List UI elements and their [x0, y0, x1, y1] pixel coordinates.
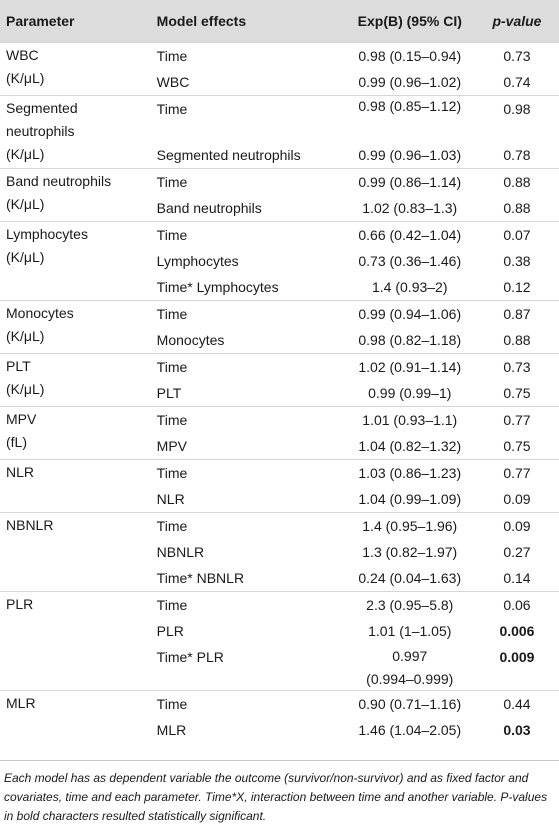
table-row	[0, 691, 559, 718]
model-effect-cell: Time	[155, 407, 345, 434]
exp-b-cell: 0.99 (0.96–1.03)	[358, 147, 462, 163]
header-parameter: Parameter	[6, 13, 75, 29]
table-row	[0, 169, 559, 196]
model-effect-cell: NLR	[156, 491, 185, 507]
p-value-cell: 0.74	[503, 74, 531, 90]
model-effect-cell: Time* Lymphocytes	[156, 279, 279, 295]
parameter-cell	[0, 513, 155, 592]
table-header-row	[0, 0, 559, 43]
p-value-cell: 0.38	[503, 253, 531, 269]
exp-b-cell: 0.99 (0.94–1.06)	[345, 301, 475, 328]
exp-b-value: 0.997	[392, 648, 428, 664]
model-effect-cell: Time	[155, 354, 345, 381]
model-effect-cell: Band neutrophils	[156, 200, 262, 216]
model-effect-cell: NBNLR	[156, 544, 205, 560]
parameter-label-line: MLR	[6, 695, 36, 711]
exp-b-cell: 0.99 (0.99–1)	[368, 385, 452, 401]
parameter-label-line: PLR	[6, 596, 34, 612]
parameter-cell	[0, 169, 155, 222]
exp-b-cell: 1.01 (1–1.05)	[368, 623, 452, 639]
p-value-cell: 0.09	[503, 491, 531, 507]
parameter-label-line: Segmented	[6, 100, 78, 116]
p-value-cell: 0.88	[503, 332, 531, 348]
exp-b-cell: 0.98 (0.85–1.12)	[345, 96, 475, 143]
exp-b-cell: 1.3 (0.82–1.97)	[362, 544, 458, 560]
p-value-cell: 0.27	[503, 544, 531, 560]
exp-b-cell: 0.73 (0.36–1.46)	[358, 253, 462, 269]
model-effect-cell: Time* PLR	[156, 649, 224, 665]
exp-b-cell: 1.01 (0.93–1.1)	[345, 407, 475, 434]
p-value-cell: 0.73	[475, 354, 559, 381]
parameter-label-line: (K/μL)	[6, 70, 45, 86]
parameter-cell	[0, 43, 155, 96]
parameter-cell	[0, 222, 155, 301]
table-row	[0, 222, 559, 249]
model-effect-cell: PLR	[156, 623, 184, 639]
model-effect-cell: Monocytes	[156, 332, 225, 348]
model-effect-cell: Time	[155, 691, 345, 718]
exp-b-cell: 1.04 (0.99–1.09)	[358, 491, 462, 507]
parameter-label-line: (fL)	[6, 434, 27, 450]
exp-b-cell: 1.02 (0.83–1.3)	[362, 200, 458, 216]
p-value-cell: 0.88	[475, 169, 559, 196]
table-body	[0, 43, 559, 744]
p-value-cell: 0.75	[503, 438, 531, 454]
exp-b-cell: 1.4 (0.95–1.96)	[345, 513, 475, 540]
model-effect-cell: Time	[155, 96, 345, 143]
parameter-label-line: Band neutrophils	[6, 173, 112, 189]
p-value-cell: 0.98	[475, 96, 559, 143]
parameter-label-line: Lymphocytes	[6, 226, 88, 242]
parameter-label-line: Monocytes	[6, 305, 74, 321]
p-value-cell: 0.87	[475, 301, 559, 328]
exp-b-cell: 0.99 (0.86–1.14)	[345, 169, 475, 196]
table-row	[0, 354, 559, 381]
model-effect-cell: Time	[155, 222, 345, 249]
p-value-cell: 0.07	[475, 222, 559, 249]
table-bottom-rule	[0, 760, 559, 761]
model-effect-cell: PLT	[156, 385, 182, 401]
parameter-cell	[0, 592, 155, 691]
model-effect-cell: WBC	[156, 74, 190, 90]
exp-b-cell: 1.04 (0.82–1.32)	[358, 438, 462, 454]
exp-b-cell: 0.66 (0.42–1.04)	[345, 222, 475, 249]
exp-b-cell: 0.24 (0.04–1.63)	[358, 570, 462, 586]
p-value-cell: 0.06	[475, 592, 559, 619]
parameter-label-line: NLR	[6, 464, 35, 480]
parameter-label-line: (K/μL)	[6, 381, 45, 397]
parameter-label-line: neutrophils	[6, 123, 75, 139]
parameter-cell	[0, 301, 155, 354]
parameter-label-line: NBNLR	[6, 517, 54, 533]
exp-b-cell: 0.90 (0.71–1.16)	[345, 691, 475, 718]
exp-b-cell: 0.98 (0.15–0.94)	[345, 43, 475, 70]
model-effect-cell: Time	[155, 513, 345, 540]
parameter-cell	[0, 460, 155, 513]
exp-b-ci: (0.994–0.999)	[366, 671, 454, 687]
exp-b-cell: 0.98 (0.82–1.18)	[358, 332, 462, 348]
parameter-cell	[0, 407, 155, 460]
table-row	[0, 407, 559, 434]
table-row	[0, 592, 559, 619]
exp-b-cell: 1.4 (0.93–2)	[372, 279, 448, 295]
exp-b-cell: 0.99 (0.96–1.02)	[358, 74, 462, 90]
parameter-label-line: (K/μL)	[6, 146, 45, 162]
p-value-cell: 0.75	[503, 385, 531, 401]
parameter-label-line: (K/μL)	[6, 328, 45, 344]
table-row	[0, 513, 559, 540]
p-value-cell: 0.14	[503, 570, 531, 586]
parameter-label-line: MPV	[6, 411, 37, 427]
table-row	[0, 96, 559, 143]
model-effect-cell: MLR	[156, 722, 187, 738]
parameter-label-line: PLT	[6, 358, 31, 374]
p-value-cell: 0.88	[503, 200, 531, 216]
p-value-cell: 0.12	[503, 279, 531, 295]
p-value-cell: 0.73	[475, 43, 559, 70]
exp-b-cell: 1.02 (0.91–1.14)	[345, 354, 475, 381]
parameter-cell	[0, 691, 155, 744]
table-row	[0, 301, 559, 328]
header-exp-b: Exp(B) (95% CI)	[357, 13, 462, 29]
p-value-cell: 0.03	[503, 722, 531, 738]
model-effect-cell: Time	[155, 460, 345, 487]
model-effect-cell: Segmented neutrophils	[156, 147, 301, 163]
header-p-value: p-value	[492, 13, 542, 29]
table-row	[0, 460, 559, 487]
model-effect-cell: Lymphocytes	[156, 253, 239, 269]
exp-b-cell: 1.46 (1.04–2.05)	[358, 722, 462, 738]
p-value-cell: 0.006	[499, 623, 535, 639]
parameter-label-line: WBC	[6, 47, 39, 63]
p-value-cell: 0.77	[475, 407, 559, 434]
parameter-label-line: (K/μL)	[6, 196, 45, 212]
parameter-label-line: (K/μL)	[6, 249, 45, 265]
model-effect-cell: Time	[155, 592, 345, 619]
p-value-cell: 0.44	[475, 691, 559, 718]
exp-b-cell	[345, 644, 475, 691]
model-effect-cell: Time* NBNLR	[156, 570, 245, 586]
header-model-effects: Model effects	[156, 13, 247, 29]
model-effect-cell: Time	[155, 43, 345, 70]
model-effect-cell: Time	[155, 301, 345, 328]
parameter-cell	[0, 354, 155, 407]
p-value-cell: 0.009	[499, 649, 535, 665]
parameter-cell	[0, 96, 155, 169]
model-effect-cell: Time	[155, 169, 345, 196]
p-value-cell: 0.09	[475, 513, 559, 540]
table-row	[0, 43, 559, 70]
exp-b-cell: 1.03 (0.86–1.23)	[345, 460, 475, 487]
exp-b-cell: 2.3 (0.95–5.8)	[345, 592, 475, 619]
p-value-cell: 0.77	[475, 460, 559, 487]
table-footnote: Each model has as dependent variable the outcome (survivor/non-survivor) and as fixed factor and covariates, time and each parameter. Time*X, interaction between time and another variable. P-values in bold characters resulted statistically significant.	[4, 771, 548, 823]
p-value-cell: 0.78	[503, 147, 531, 163]
model-effect-cell: MPV	[156, 438, 188, 454]
